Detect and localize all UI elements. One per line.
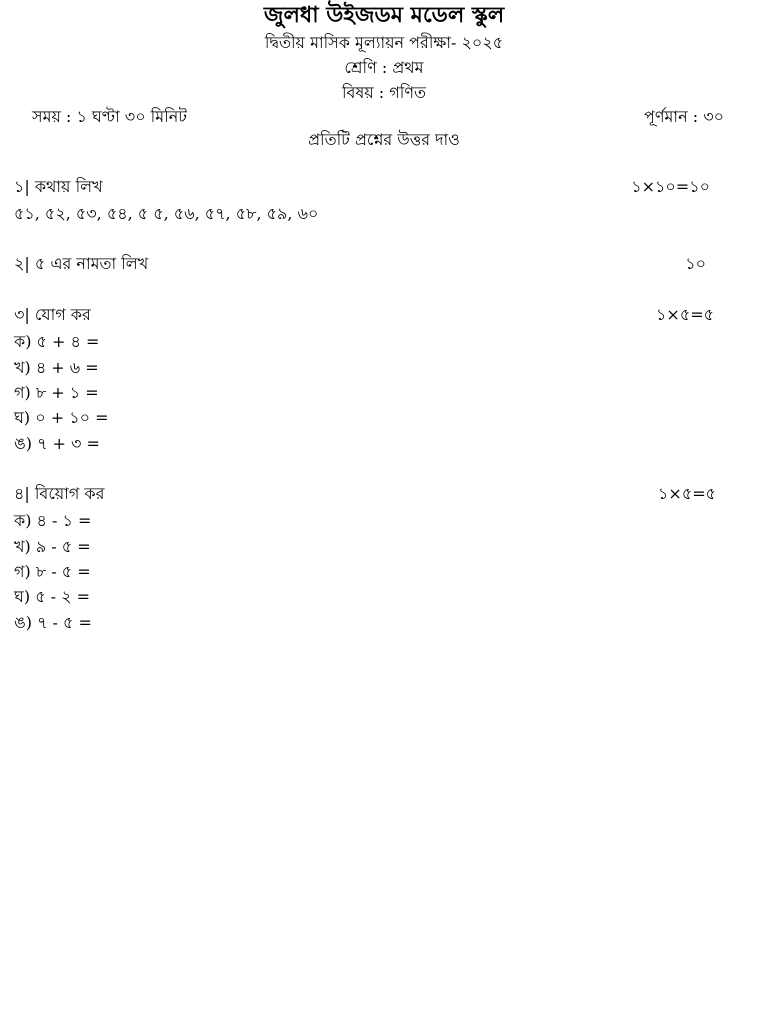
- addition-item-d: ঘ) ০ + ১০ =: [14, 408, 109, 427]
- question-1: [14, 174, 714, 198]
- subject-line: বিষয় : গণিত: [341, 83, 427, 102]
- question-3-text: ৩| যোগ কর: [14, 305, 91, 324]
- full-marks: পূর্ণমান : ৩০: [644, 107, 724, 126]
- question-2: [14, 251, 714, 275]
- instruction: প্রতিটি প্রশ্নের উত্তর দাও: [308, 130, 460, 149]
- subtraction-item-d: ঘ) ৫ - ২ =: [14, 587, 91, 606]
- exam-time: সময় : ১ ঘণ্টা ৩০ মিনিট: [32, 107, 187, 126]
- class-line: শ্রেণি : প্রথম: [344, 58, 424, 77]
- subtraction-item-c: গ) ৮ - ৫ =: [14, 562, 91, 581]
- addition-item-e: ঙ) ৭ + ৩ =: [14, 434, 100, 453]
- addition-item-b: খ) ৪ + ৬ =: [14, 358, 99, 377]
- addition-item-a: ক) ৫ + ৪ =: [14, 332, 100, 351]
- school-name: জুলধা উইজডম মডেল স্কুল: [263, 2, 505, 28]
- subtraction-item-e: ঙ) ৭ - ৫ =: [14, 613, 92, 632]
- question-3: [14, 302, 714, 326]
- question-2-marks: ১০: [685, 254, 706, 273]
- subtraction-item-a: ক) ৪ - ১ =: [14, 511, 92, 530]
- question-2-text: ২| ৫ এর নামতা লিখ: [14, 254, 149, 273]
- subtraction-item-b: খ) ৯ - ৫ =: [14, 537, 91, 556]
- exam-title: দ্বিতীয় মাসিক মূল্যায়ন পরীক্ষা- ২০২৫: [264, 33, 504, 52]
- question-1-numbers: ৫১, ৫২, ৫৩, ৫৪, ৫ ৫, ৫৬, ৫৭, ৫৮, ৫৯, ৬০: [14, 204, 319, 223]
- question-1-text: ১| কথায় লিখ: [14, 177, 103, 196]
- question-3-marks: ১×৫=৫: [656, 305, 714, 324]
- time-marks-row: [32, 104, 724, 126]
- question-1-marks: ১×১০=১০: [631, 177, 710, 196]
- addition-item-c: গ) ৮ + ১ =: [14, 383, 99, 402]
- question-4-text: ৪| বিয়োগ কর: [14, 484, 105, 503]
- question-4-marks: ১×৫=৫: [658, 484, 716, 503]
- question-4: [14, 481, 714, 505]
